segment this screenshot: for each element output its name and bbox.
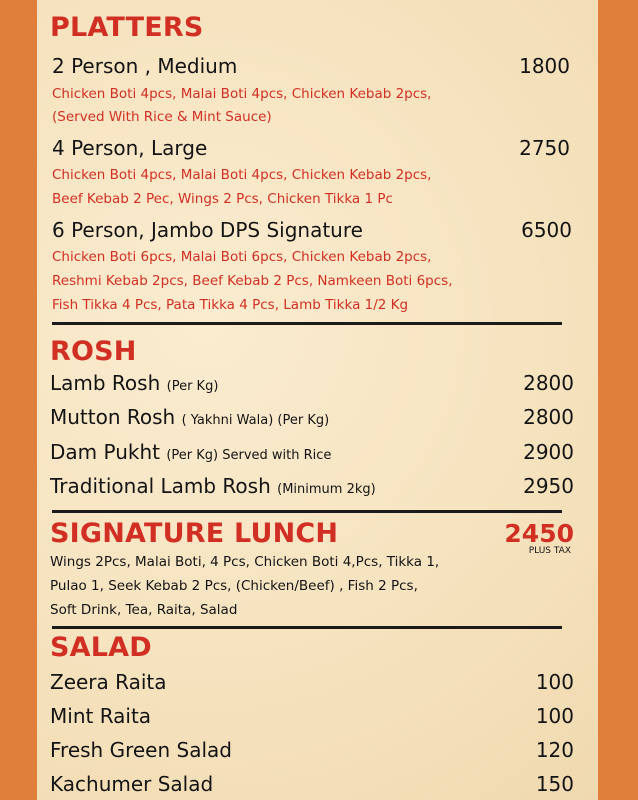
- rosh-item-price: 2800: [523, 405, 574, 429]
- signature-lunch-desc: Wings 2Pcs, Malai Boti, 4 Pcs, Chicken Boti 4,Pcs, Tikka 1,: [50, 554, 440, 570]
- platter-item-desc: Chicken Boti 4pcs, Malai Boti 4pcs, Chicken Kebab 2pcs,: [52, 86, 432, 102]
- rosh-item-name: Lamb Rosh: [50, 371, 161, 395]
- signature-lunch-heading: SIGNATURE LUNCH: [50, 518, 339, 549]
- salad-item-price: 100: [535, 704, 574, 728]
- platter-item-desc: Fish Tikka 4 Pcs, Pata Tikka 4 Pcs, Lamb Tikka 1/2 Kg: [52, 297, 409, 313]
- platter-item-desc: Chicken Boti 4pcs, Malai Boti 4pcs, Chicken Kebab 2pcs,: [52, 167, 432, 183]
- rosh-item-note: (Per Kg): [166, 379, 219, 394]
- platter-item-price: 6500: [521, 218, 572, 242]
- platter-item-name: 2 Person , Medium: [52, 54, 238, 78]
- signature-lunch-desc: Pulao 1, Seek Kebab 2 Pcs, (Chicken/Beef) , Fish 2 Pcs,: [50, 578, 418, 594]
- salad-item-price: 150: [535, 772, 574, 796]
- section-divider: [52, 510, 562, 513]
- platter-item-desc: Reshmi Kebab 2pcs, Beef Kebab 2 Pcs, Namkeen Boti 6pcs,: [52, 273, 453, 289]
- rosh-item: [50, 371, 218, 395]
- section-divider: [52, 322, 562, 325]
- platter-item-price: 2750: [519, 136, 570, 160]
- rosh-item-name: Traditional Lamb Rosh: [50, 474, 271, 498]
- rosh-item: [50, 440, 331, 464]
- salad-heading: SALAD: [50, 632, 152, 663]
- rosh-item: [50, 474, 376, 498]
- rosh-item-price: 2800: [523, 371, 574, 395]
- platter-item-price: 1800: [519, 54, 570, 78]
- platter-item-desc: Beef Kebab 2 Pec, Wings 2 Pcs, Chicken Tikka 1 Pc: [52, 191, 393, 207]
- salad-item-name: Mint Raita: [50, 704, 152, 728]
- signature-lunch-price: 2450: [504, 519, 574, 548]
- platter-item-name: 6 Person, Jambo DPS Signature: [52, 218, 363, 242]
- rosh-item: [50, 405, 329, 429]
- signature-lunch-desc: Soft Drink, Tea, Raita, Salad: [50, 602, 238, 618]
- signature-lunch-price-note: PLUS TAX: [528, 546, 571, 556]
- rosh-item-price: 2950: [523, 474, 574, 498]
- rosh-item-name: Dam Pukht: [50, 440, 160, 464]
- rosh-item-note: ( Yakhni Wala) (Per Kg): [181, 413, 330, 428]
- rosh-item-note: (Minimum 2kg): [277, 482, 376, 497]
- platter-item-name: 4 Person, Large: [52, 136, 208, 160]
- rosh-heading: ROSH: [50, 336, 137, 367]
- salad-item-name: Kachumer Salad: [50, 772, 214, 796]
- rosh-item-price: 2900: [523, 440, 574, 464]
- salad-item-price: 120: [535, 738, 574, 762]
- platters-heading: PLATTERS: [50, 12, 204, 43]
- salad-item-price: 100: [535, 670, 574, 694]
- platter-item-desc: Chicken Boti 6pcs, Malai Boti 6pcs, Chicken Kebab 2pcs,: [52, 249, 432, 265]
- platter-item-desc: (Served With Rice & Mint Sauce): [52, 109, 272, 125]
- rosh-item-name: Mutton Rosh: [50, 405, 176, 429]
- section-divider: [52, 626, 562, 629]
- salad-item-name: Zeera Raita: [50, 670, 167, 694]
- rosh-item-note: (Per Kg) Served with Rice: [166, 448, 332, 463]
- salad-item-name: Fresh Green Salad: [50, 738, 232, 762]
